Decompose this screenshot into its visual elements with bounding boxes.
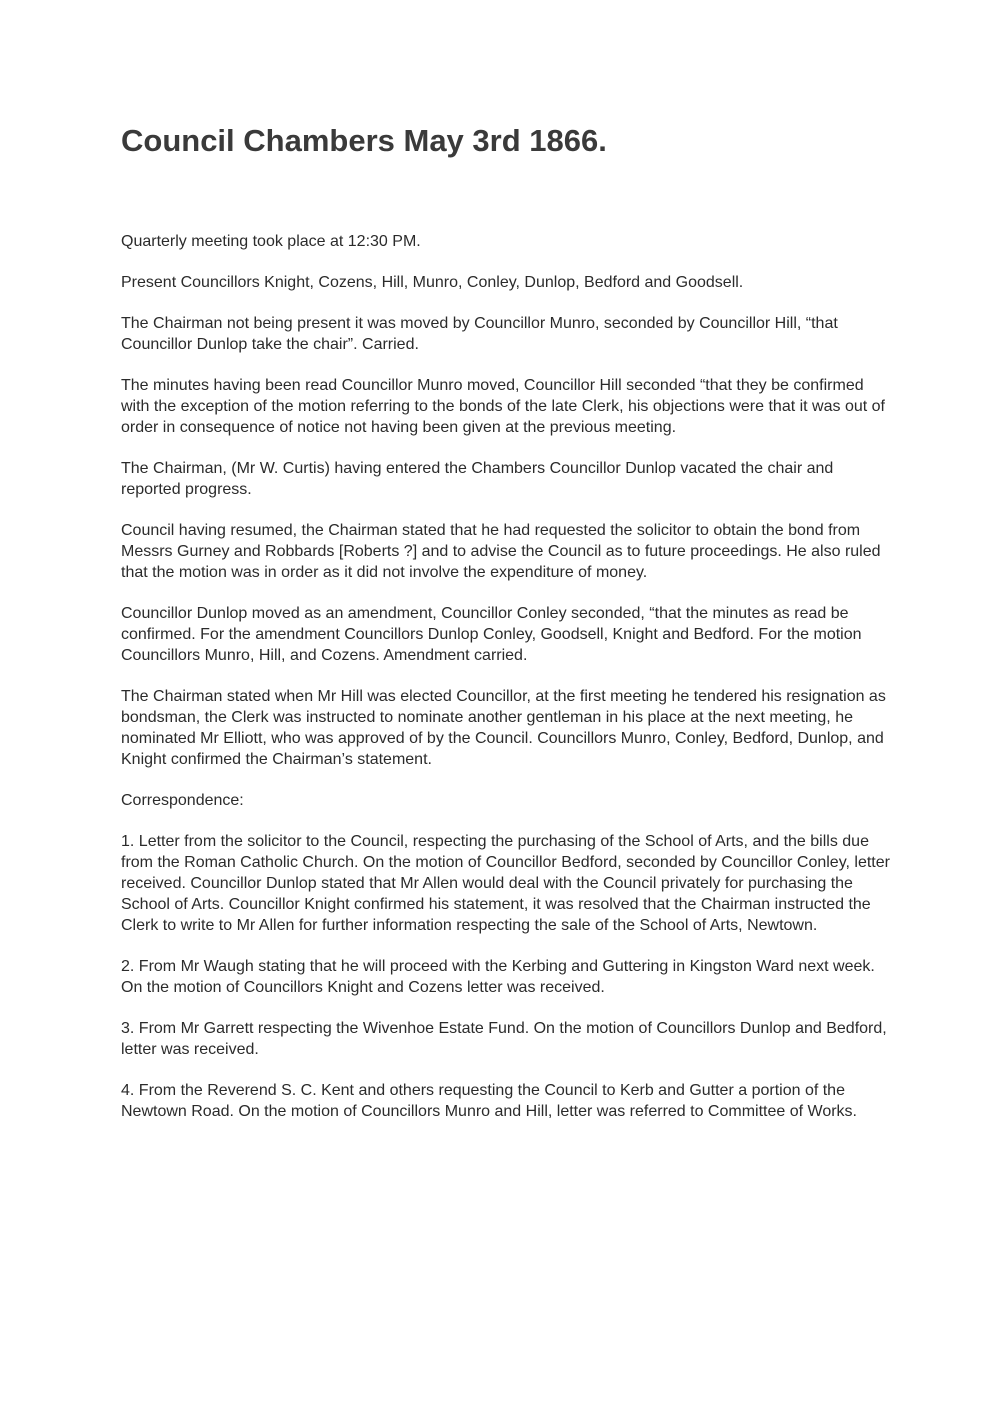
paragraph-minutes-motion: The minutes having been read Councillor Munro moved, Councillor Hill seconded “that they be confirmed with the exception of the motion referring to the bonds of the late Clerk, his objections were that it was out of order in consequence of notice not having been given at the previous meeting. xyxy=(121,377,885,436)
paragraph-meeting-time: Quarterly meeting took place at 12:30 PM. xyxy=(121,233,421,250)
page-title: Council Chambers May 3rd 1866. xyxy=(121,123,607,158)
paragraph-attendees: Present Councillors Knight, Cozens, Hill, Munro, Conley, Dunlop, Bedford and Goodsell. xyxy=(121,274,744,291)
paragraph-chair-motion: The Chairman not being present it was moved by Councillor Munro, seconded by Councillor Hill, “that Councillor Dunlop take the chair”. Carried. xyxy=(121,315,838,353)
correspondence-item-4: 4. From the Reverend S. C. Kent and others requesting the Council to Kerb and Gutter a portion of the Newtown Road. On the motion of Councillors Munro and Hill, letter was referred to Committee of Works. xyxy=(121,1082,857,1120)
correspondence-item-3: 3. From Mr Garrett respecting the Wivenhoe Estate Fund. On the motion of Councillors Dunlop and Bedford, letter was received. xyxy=(121,1020,887,1058)
correspondence-item-1: 1. Letter from the solicitor to the Council, respecting the purchasing of the School of Arts, and the bills due from the Roman Catholic Church. On the motion of Councillor Bedford, seconded by Councillor Conley, letter received. Councillor Dunlop stated that Mr Allen would deal with the Council privately for purchasing the School of Arts. Councillor Knight confirmed his statement, it was resolved that the Chairman instructed the Clerk to write to Mr Allen for further information respecting the sale of the School of Arts, Newtown. xyxy=(121,833,890,934)
section-heading-correspondence: Correspondence: xyxy=(121,792,244,809)
correspondence-item-2: 2. From Mr Waugh stating that he will proceed with the Kerbing and Guttering in Kingston Ward next week. On the motion of Councillors Knight and Cozens letter was received. xyxy=(121,958,875,996)
paragraph-bondsman: The Chairman stated when Mr Hill was elected Councillor, at the first meeting he tendered his resignation as bondsman, the Clerk was instructed to nominate another gentleman in his place at the next meeting, he nominated Mr Elliott, who was approved of by the Council. Councillors Munro, Conley, Bedford, Dunlop, and Knight confirmed the Chairman’s statement. xyxy=(121,688,886,768)
paragraph-chairman-entered: The Chairman, (Mr W. Curtis) having entered the Chambers Councillor Dunlop vacated the chair and reported progress. xyxy=(121,460,834,498)
paragraph-amendment: Councillor Dunlop moved as an amendment, Councillor Conley seconded, “that the minutes as read be confirmed. For the amendment Councillors Dunlop Conley, Goodsell, Knight and Bedford. For the motion Councillors Munro, Hill, and Cozens. Amendment carried. xyxy=(121,605,862,664)
paragraph-council-resumed: Council having resumed, the Chairman stated that he had requested the solicitor to obtain the bond from Messrs Gurney and Robbards [Roberts ?] and to advise the Council as to future proceedings. He also ruled that the motion was in order as it did not involve the expenditure of money. xyxy=(121,522,881,581)
document-body xyxy=(121,231,891,1142)
